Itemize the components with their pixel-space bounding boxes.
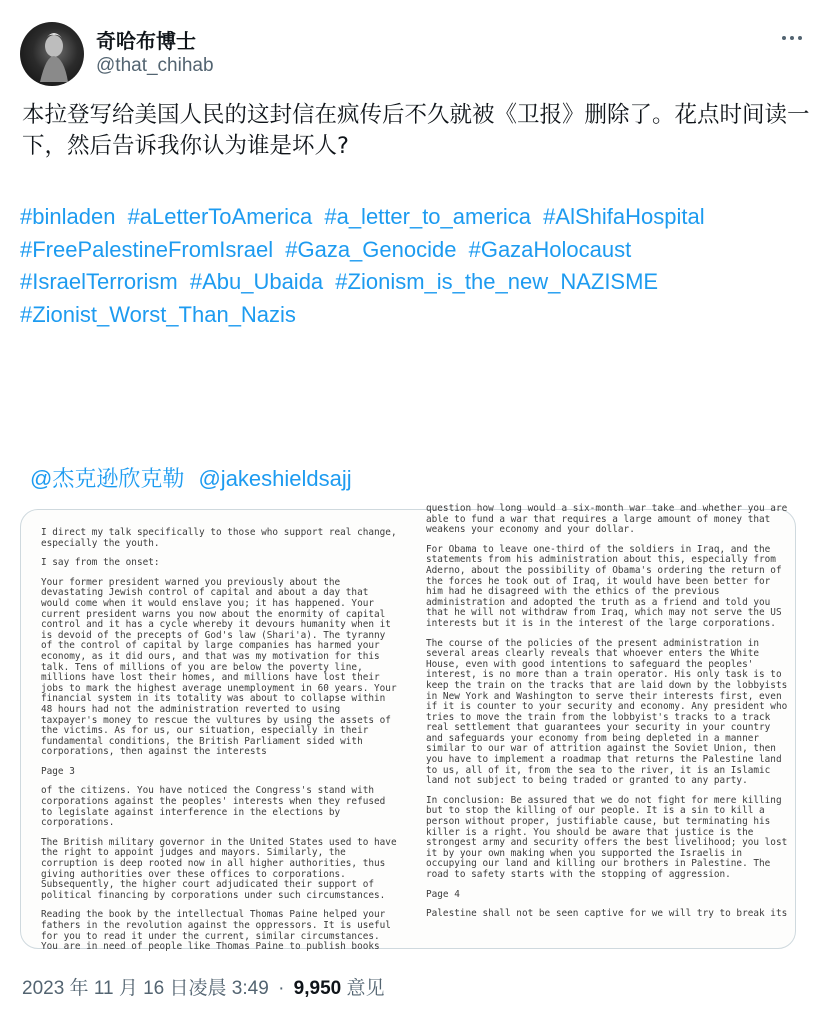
letter-paragraph: For Obama to leave one-third of the soldiers in Iraq, and the statements from his administration about this, especially from Aderno, about the possibility of Obama's ordering the return of the forces he took out of Iraq, it would have been better for him had he disagreed with the ethics of the previous administration and adopted the truth as a friend and told you that he will not withdraw from Iraq, which may not serve the US interests but it is in the interest of the large corporations. <box>426 543 782 629</box>
hashtag-link[interactable]: #Gaza_Genocide <box>285 236 457 262</box>
attached-image-letter[interactable] <box>20 503 796 953</box>
letter-paragraph: Reading the book by the intellectual Thomas Paine helped your fathers in the revolution against the oppressors. It is useful for you to read it under the current, similar circumstances. You are in need of people like Thomas Paine to publish books <box>41 909 391 953</box>
more-horizontal-icon <box>782 36 786 40</box>
hashtag-link[interactable]: #GazaHolocaust <box>468 236 632 262</box>
letter-paragraph: I direct my talk specifically to those who support real change, especially the youth. <box>41 527 397 549</box>
timestamp-link[interactable]: 2023 年 11 月 16 日凌晨 3:49 <box>22 978 269 999</box>
letter-paragraph: Palestine shall not be seen captive for we will try to break its <box>426 908 788 920</box>
hashtag-link[interactable]: #binladen <box>20 204 116 229</box>
letter-paragraph: The course of the policies of the present administration in several areas clearly reveals that whoever enters the White House, even with good intentions to safeguard the peoples' interest, is no more than a train operator. His only task is to keep the train on the tracks that are laid down by the lobbyists in New York and Washington to serve their interests first, even if it is counter to your security and economy. Any president who tries to move the train from the lobbyist's tracks to a track real settlement that guarantees your security in your country and safeguards your economy from being depleted in a manner similar to our war of attrition against the Soviet Union, then you have to implement a roadmap that returns the Palestine land to us, all of it, from the sea to the river, it is an Islamic land not subject to being traded or granted to any party. <box>426 637 788 787</box>
author-handle[interactable]: @that_chihab <box>96 55 214 76</box>
tweet-meta <box>22 973 385 1000</box>
letter-right-column <box>426 504 788 929</box>
letter-paragraph: The British military governor in the United States used to have the right to appoint judges and mayors. Similarly, the corruption is deep rooted now in all higher authorities, thus giving authorities over these offices to corporations. Subsequently, the higher court adjudicated their support of political financing by corporations under such circumstances. <box>41 836 397 901</box>
mention-link[interactable]: @jakeshieldsajj <box>198 466 352 491</box>
hashtag-link[interactable]: #a_letter_to_america <box>324 204 532 229</box>
views-label: 意见 <box>346 978 385 999</box>
meta-separator: · <box>278 978 285 999</box>
letter-paragraph: In conclusion: Be assured that we do not fight for mere killing but to stop the killing of our people. It is a sin to kill a person without proper, justifiable cause, but terminating his killer is a right. You should be aware that justice is the strongest army and security offers the best livelihood; you lost it by your own making when you supported the Israelis in occupying our land and killing our brothers in Palestine. The road to safety starts with the stopping of aggression. <box>426 794 788 880</box>
mention-list <box>30 462 360 493</box>
author-display-name[interactable]: 奇哈布博士 <box>96 29 196 53</box>
letter-paragraph: Your former president warned you previously about the devastating Jewish control of capital and about a day that would come when it would enslave you; it has happened. Your current president warns you now about the enormity of capital control and it has a cycle whereby it devours humanity when it is devoid of the precepts of God's law (Shari'a). The tyranny of the control of capital by large companies has harmed your economy, as it did ours, and that was my motivation for this talk. Tens of millions of you are below the poverty line, millions have lost their homes, and millions have lost their jobs to mark the highest average unemployment in 60 years. Your financial system in its totality was about to collapse within 48 hours had not the administration reverted to using taxpayer's money to rescue the vultures by using the assets of the victims. As for us, our situation, especially in their fundamental conditions, the British Parliament sided with corporations, then against the interests <box>41 576 397 758</box>
hashtag-link[interactable]: #FreePalestineFromIsrael <box>20 236 274 262</box>
avatar[interactable] <box>20 22 84 86</box>
hashtag-link[interactable]: #aLetterToAmerica <box>127 204 313 229</box>
hashtag-link[interactable]: #Abu_Ubaida <box>189 269 324 294</box>
mention-link[interactable]: @杰克逊欣克勒 <box>30 466 185 491</box>
avatar-portrait-icon <box>20 22 84 86</box>
hashtag-list <box>20 201 820 331</box>
letter-page-number: Page 3 <box>41 765 75 777</box>
tweet-text: 本拉登写给美国人民的这封信在疯传后不久就被《卫报》删除了。花点时间读一下，然后告诉我你认为谁是坏人? <box>22 102 810 159</box>
more-options-button[interactable] <box>774 26 810 50</box>
hashtag-link[interactable]: #IsraelTerrorism <box>20 269 178 294</box>
hashtag-link[interactable]: #AlShifaHospital <box>543 204 705 229</box>
letter-page-number: Page 4 <box>426 888 460 900</box>
letter-paragraph: question how long would a six-month war take and whether you are able to fund a war that requires a large amount of money that weakens your economy and your dollar. <box>426 503 788 536</box>
views-count[interactable]: 9,950 <box>293 978 342 999</box>
hashtag-link[interactable]: #Zionism_is_the_new_NAZISME <box>335 269 659 294</box>
more-horizontal-icon <box>790 36 794 40</box>
letter-paragraph: I say from the onset: <box>41 557 160 569</box>
letter-paragraph: of the citizens. You have noticed the Congress's stand with corporations against the peoples' interests when they refused to legislate against interference in the elections by corporations. <box>41 785 386 829</box>
hashtag-link[interactable]: #Zionist_Worst_Than_Nazis <box>20 301 296 327</box>
more-horizontal-icon <box>798 36 802 40</box>
letter-left-column <box>41 528 401 962</box>
